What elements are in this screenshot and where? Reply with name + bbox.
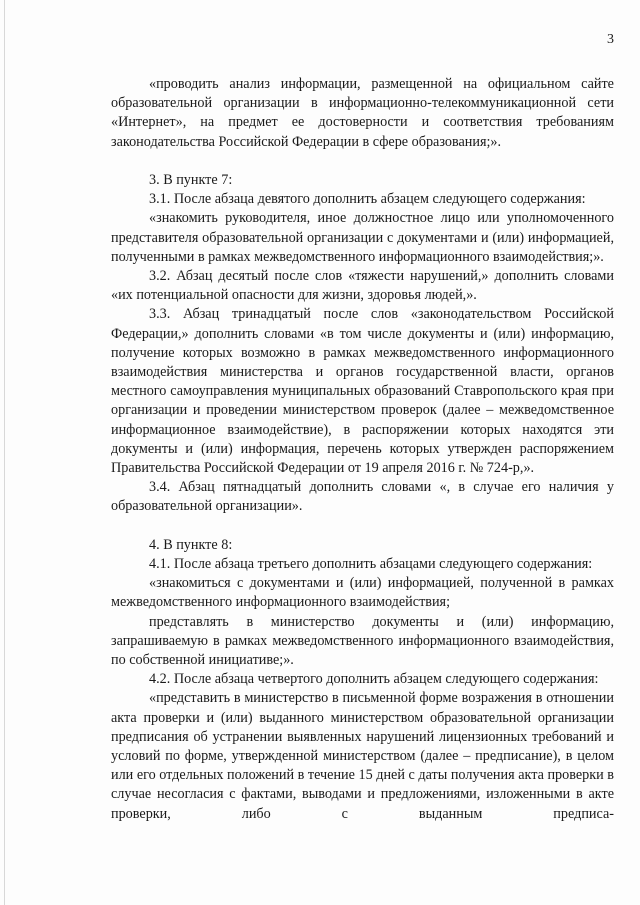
paragraph: 4.2. После абзаца четвертого дополнить абзацем следующего содержания: xyxy=(149,671,599,688)
paragraph: «знакомить руководителя, иное должностное лицо или уполномоченного представителя образовательной организации с документами и (или) информацией, полученными в рамках межведомственного информационного взаимодействия;». xyxy=(111,210,614,265)
paragraph: «знакомиться с документами и (или) информацией, полученной в рамках межведомственного информационного взаимодействия; xyxy=(111,575,614,611)
page-number: 3 xyxy=(607,32,614,47)
paragraph: 3.2. Абзац десятый после слов «тяжести нарушений,» дополнить словами «их потенциальной опасности для жизни, здоровья людей,». xyxy=(111,268,614,304)
paragraph: 3.1. После абзаца девятого дополнить абзацем следующего содержания: xyxy=(149,191,586,208)
document-body xyxy=(111,75,614,824)
paragraph: 3.4. Абзац пятнадцатый дополнить словами «, в случае его наличия у образовательной организации». xyxy=(111,479,614,515)
paragraph: представлять в министерство документы и (или) информацию, запрашиваемую в рамках межведомственного информационного взаимодействия, по собственной инициативе;». xyxy=(111,613,614,669)
paragraph: «представить в министерство в письменной форме возражения в отношении акта проверки и (или) выданного министерством образовательной организации предписания об устранении выявленных нарушений лицензионных требований и условий по форме, утвержденной министерством (далее – предписание), в целом или его отдельных положений в течение 15 дней с даты получения акта проверки в случае несогласия с фактами, выводами и предложениями, изложенными в акте проверки, либо с выданным предписа- xyxy=(111,690,614,822)
paragraph: «проводить анализ информации, размещенной на официальном сайте образовательной организации в информационно-телекоммуникационной сети «Интернет», на предмет ее достоверности и соответствия требованиям законодательства Российской Федерации в сфере образования;». xyxy=(111,76,614,150)
section-heading: 3. В пункте 7: xyxy=(149,172,233,188)
paragraph: 3.3. Абзац тринадцатый после слов «законодательством Российской Федерации,» дополнить словами «в том числе документы и (или) информацию, получение которых возможно в рамках межведомственного информационного взаимодействия министерства и органов государственной власти, органов местного самоуправления муниципальных образований Ставропольского края при организации и проведении министерством проверок (далее – межведомственное информационное взаимодействие), в распоряжении которых находятся эти документы и (или) информация, перечень которых утвержден распоряжением Правительства Российской Федерации от 19 апреля 2016 г. № 724-р,». xyxy=(111,306,614,477)
paragraph: 4.1. После абзаца третьего дополнить абзацами следующего содержания: xyxy=(149,556,593,573)
section-heading: 4. В пункте 8: xyxy=(149,536,233,553)
